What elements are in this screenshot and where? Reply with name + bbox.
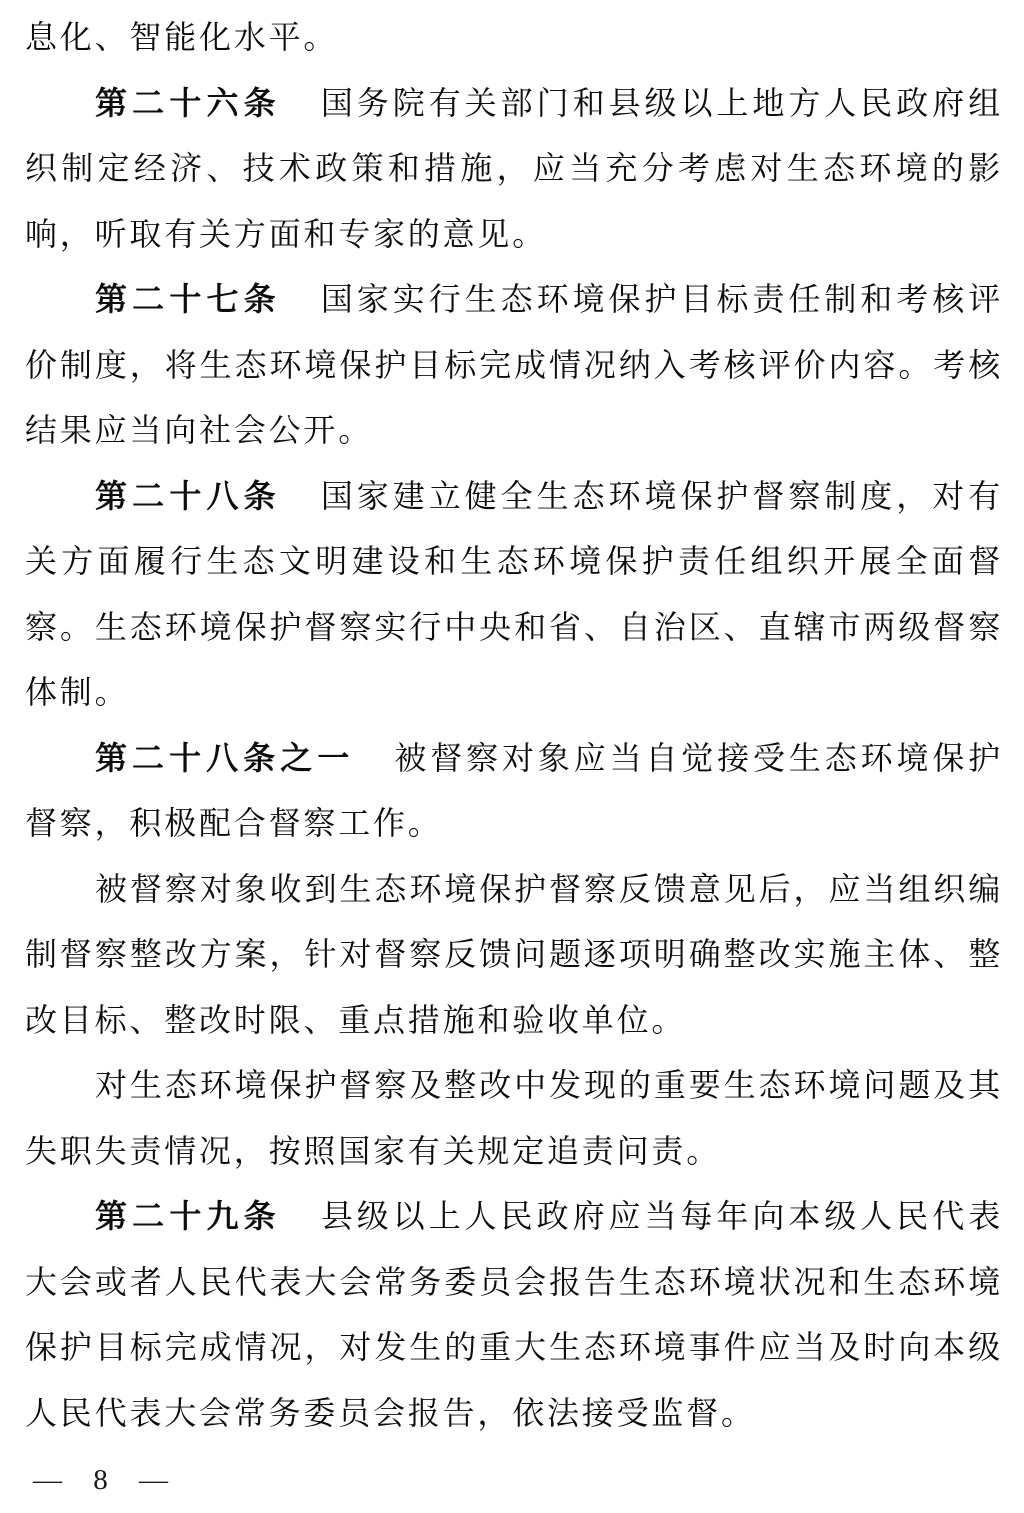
paragraph <box>25 71 1003 268</box>
article-number: 第二十八条 <box>95 477 281 514</box>
article-number: 第二十九条 <box>95 1198 281 1234</box>
paragraph-text: 国家建立健全生态环境保护督察制度，对有关方面履行生态文明建设和生态环境保护责任组织开展全面督察。生态环境保护督察实行中央和省、自治区、直辖市两级督察体制。 <box>25 477 1003 710</box>
paragraph <box>25 1053 1003 1184</box>
paragraph <box>25 267 1003 464</box>
article-number: 第二十六条 <box>95 84 281 121</box>
article-number: 第二十七条 <box>95 281 281 317</box>
paragraph-text: 县级以上人民政府应当每年向本级人民代表大会或者人民代表大会常务委员会报告生态环境状况和生态环境保护目标完成情况，对发生的重大生态环境事件应当及时向本级人民代表大会常务委员会报告，依法接受监督。 <box>25 1198 1003 1431</box>
page-number: — 8 — <box>33 1464 180 1496</box>
paragraph-text: 对生态环境保护督察及整改中发现的重要生态环境问题及其失职失责情况，按照国家有关规定追责问责。 <box>25 1067 1003 1169</box>
document-body <box>25 5 1003 1446</box>
article-number: 第二十八条之一 <box>95 739 355 776</box>
paragraph-text: 被督察对象收到生态环境保护督察反馈意见后，应当组织编制督察整改方案，针对督察反馈问题逐项明确整改实施主体、整改目标、整改时限、重点措施和验收单位。 <box>25 870 1003 1038</box>
paragraph <box>25 464 1003 726</box>
paragraph-text: 国家实行生态环境保护目标责任制和考核评价制度，将生态环境保护目标完成情况纳入考核评价内容。考核结果应当向社会公开。 <box>25 281 1003 448</box>
paragraph-text: 被督察对象应当自觉接受生态环境保护督察，积极配合督察工作。 <box>25 739 1003 841</box>
paragraph <box>25 5 1003 71</box>
paragraph <box>25 1184 1003 1446</box>
paragraph-text: 国务院有关部门和县级以上地方人民政府组织制定经济、技术政策和措施，应当充分考虑对生态环境的影响，听取有关方面和专家的意见。 <box>25 84 1003 252</box>
paragraph-text: 息化、智能化水平。 <box>25 19 339 55</box>
paragraph <box>25 857 1003 1054</box>
paragraph <box>25 726 1003 857</box>
